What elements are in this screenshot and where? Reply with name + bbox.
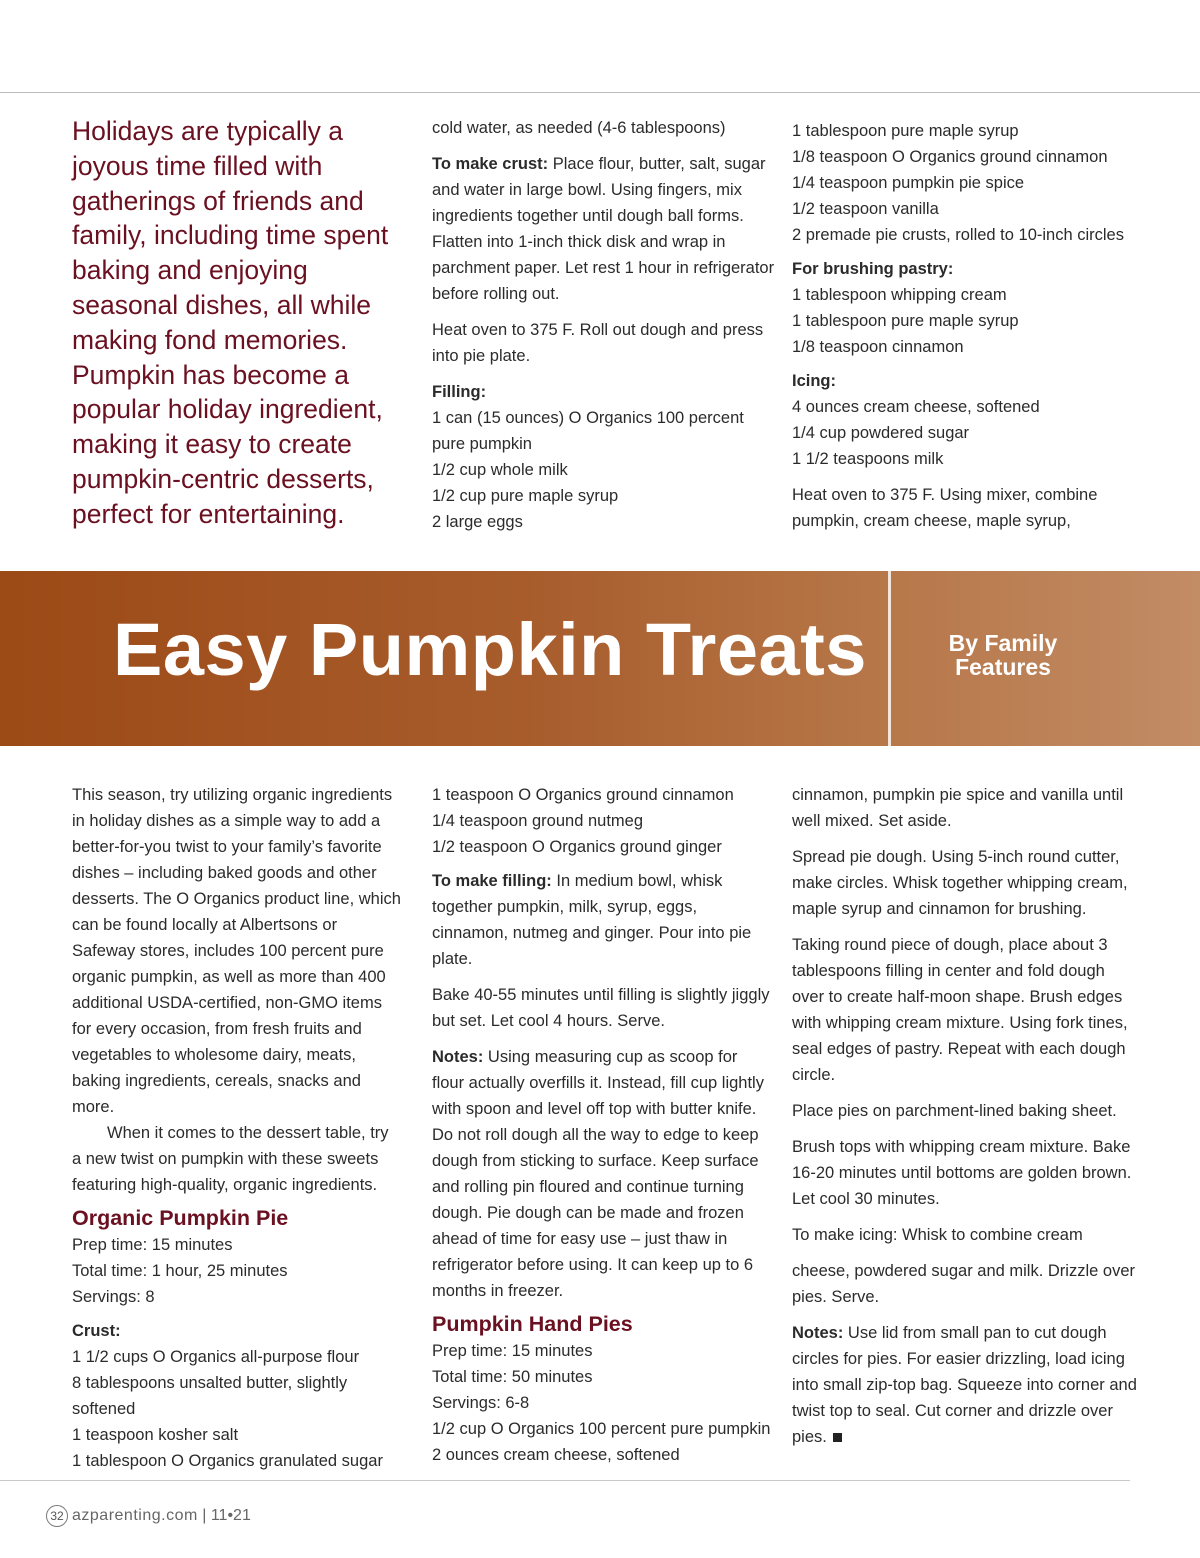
- prep-time: Prep time: 15 minutes: [72, 1236, 233, 1254]
- crust-item: 8 tablespoons unsalted butter, slightly softened: [72, 1374, 348, 1418]
- brushing-section: [792, 256, 1152, 360]
- filling-heading: Filling:: [432, 383, 487, 401]
- heat-oven-text: Heat oven to 375 F. Roll out dough and press into pie plate.: [432, 321, 764, 365]
- ingredient-item: 2 ounces cream cheese, softened: [432, 1446, 680, 1464]
- brushing-item: 1 tablespoon pure maple syrup: [792, 312, 1019, 330]
- bottom-rule: [0, 1480, 1130, 1481]
- brushing-item: 1/8 teaspoon cinnamon: [792, 338, 964, 356]
- instruction-paragraph: Spread pie dough. Using 5-inch round cutter, make circles. Whisk together whipping cream, maple syrup and cinnamon for brushing.: [792, 848, 1128, 918]
- ingredient-list: [792, 118, 1152, 248]
- recipe-title: Pumpkin Hand Pies: [432, 1312, 633, 1336]
- servings: Servings: 8: [72, 1288, 155, 1306]
- page-footer: [46, 1505, 251, 1527]
- bottom-column-1: [72, 782, 402, 1474]
- bottom-column-3: [792, 782, 1137, 1460]
- filling-item: 1/2 cup pure maple syrup: [432, 487, 619, 505]
- issue-date: 11•21: [210, 1507, 251, 1524]
- top-column-2: [432, 115, 777, 535]
- instruction-paragraph: To make icing: Whisk to combine cream: [792, 1226, 1083, 1244]
- cold-water-line: cold water, as needed (4-6 tablespoons): [432, 119, 726, 137]
- instruction-paragraph: Brush tops with whipping cream mixture. Bake 16-20 minutes until bottoms are golden brown. Let cool 30 minutes.: [792, 1138, 1132, 1208]
- crust-instructions: To make crust: Place flour, butter, salt, sugar and water in large bowl. Using fingers, mix ingredients together until dough ball forms. Flatten into 1-inch thick disk and wrap in parchment paper. Let rest 1 hour in refrigerator before rolling out.: [432, 155, 775, 303]
- brushing-item: 1 tablespoon whipping cream: [792, 286, 1007, 304]
- servings: Servings: 6-8: [432, 1394, 530, 1412]
- icing-item: 1 1/2 teaspoons milk: [792, 450, 944, 468]
- brushing-heading: For brushing pastry:: [792, 260, 954, 278]
- ingredient-item: 1 tablespoon pure maple syrup: [792, 122, 1019, 140]
- filling-item: 1 can (15 ounces) O Organics 100 percent pure pumpkin: [432, 409, 744, 453]
- page-number: 32: [46, 1505, 68, 1527]
- instruction-paragraph: cinnamon, pumpkin pie spice and vanilla until well mixed. Set aside.: [792, 786, 1124, 830]
- icing-item: 1/4 cup powdered sugar: [792, 424, 970, 442]
- filling-section: [432, 379, 777, 535]
- icing-heading: Icing:: [792, 372, 836, 390]
- ingredient-item: 1/2 teaspoon vanilla: [792, 200, 939, 218]
- crust-item: 1 teaspoon kosher salt: [72, 1426, 239, 1444]
- spice-list: [432, 782, 772, 860]
- icing-section: [792, 368, 1152, 472]
- top-column-3: [792, 118, 1152, 544]
- filling-item: 1/2 cup whole milk: [432, 461, 568, 479]
- recipe-meta: [72, 1232, 402, 1310]
- bottom-column-2: [432, 782, 772, 1468]
- intro-paragraph: This season, try utilizing organic ingredients in holiday dishes as a simple way to add a better-for-you twist to your family’s favorite dishes – including baked goods and other desserts. The O Organics product line, which can be found locally at Albertsons or Safeway stores, includes 100 percent pure organic pumpkin, as well as more than 400 additional USDA-certified, non-GMO items for every occasion, from fresh fruits and vegetables to wholesome dairy, meats, baking ingredients, cereals, snacks and more.: [72, 786, 401, 1116]
- footer-separator: |: [197, 1507, 211, 1524]
- recipe-meta: [432, 1338, 772, 1468]
- article-title: Easy Pumpkin Treats: [113, 608, 867, 691]
- crust-item: 1 1/2 cups O Organics all-purpose flour: [72, 1348, 360, 1366]
- spice-item: 1/2 teaspoon O Organics ground ginger: [432, 838, 722, 856]
- intro-text: Holidays are typically a joyous time filled with gatherings of friends and family, including time spent baking and enjoying seasonal dishes, all while making fond memories. Pumpkin has become a popular holiday ingredient, making it easy to create pumpkin-centric desserts, perfect for entertaining.: [72, 116, 389, 529]
- icing-item: 4 ounces cream cheese, softened: [792, 398, 1040, 416]
- total-time: Total time: 50 minutes: [432, 1368, 593, 1386]
- dessert-paragraph: When it comes to the dessert table, try a new twist on pumpkin with these sweets featuring high-quality, organic ingredients.: [72, 1124, 389, 1194]
- notes: Notes: Use lid from small pan to cut dough circles for pies. For easier drizzling, load icing into small zip-top bag. Squeeze into corner and twist top to seal. Cut corner and drizzle over pies.: [792, 1324, 1137, 1446]
- filling-instructions: To make filling: In medium bowl, whisk together pumpkin, milk, syrup, eggs, cinnamon, nutmeg and ginger. Pour into pie plate.: [432, 872, 752, 968]
- ingredient-item: 1/4 teaspoon pumpkin pie spice: [792, 174, 1025, 192]
- ingredient-item: 1/2 cup O Organics 100 percent pure pumpkin: [432, 1420, 771, 1438]
- banner-divider: [888, 571, 891, 746]
- spice-item: 1/4 teaspoon ground nutmeg: [432, 812, 643, 830]
- spice-item: 1 teaspoon O Organics ground cinnamon: [432, 786, 734, 804]
- instruction-paragraph: Place pies on parchment-lined baking sheet.: [792, 1102, 1117, 1120]
- total-time: Total time: 1 hour, 25 minutes: [72, 1262, 288, 1280]
- ingredient-item: 1/8 teaspoon O Organics ground cinnamon: [792, 148, 1108, 166]
- prep-time: Prep time: 15 minutes: [432, 1342, 593, 1360]
- instruction-paragraph: cheese, powdered sugar and milk. Drizzle over pies. Serve.: [792, 1262, 1135, 1306]
- crust-section: [72, 1318, 402, 1474]
- site-name: azparenting.com: [72, 1507, 198, 1524]
- title-banner: [0, 571, 1200, 746]
- instruction-paragraph: Taking round piece of dough, place about 3 tablespoons filling in center and fold dough over to create half-moon shape. Brush edges with whipping cream mixture. Using fork tines, seal edges of pastry. Repeat with each dough circle.: [792, 936, 1128, 1084]
- bake-instructions: Bake 40-55 minutes until filling is slightly jiggly but set. Let cool 4 hours. Serve.: [432, 986, 770, 1030]
- filling-item: 2 large eggs: [432, 513, 523, 531]
- notes: Notes: Using measuring cup as scoop for flour actually overfills it. Instead, fill cup lightly with spoon and level off top with butter knife. Do not roll dough all the way to edge to keep dough from sticking to surface. Keep surface and rolling pin floured and continue turning dough. Pie dough can be made and frozen ahead of time for easy use – just thaw in refrigerator before using. It can keep up to 6 months in freezer.: [432, 1048, 764, 1300]
- recipe-title: Organic Pumpkin Pie: [72, 1206, 289, 1230]
- heat-oven-text: Heat oven to 375 F. Using mixer, combine pumpkin, cream cheese, maple syrup,: [792, 486, 1098, 530]
- end-mark-icon: [833, 1433, 842, 1442]
- crust-heading: Crust:: [72, 1322, 121, 1340]
- crust-item: 1 tablespoon O Organics granulated sugar: [72, 1452, 383, 1470]
- top-rule: [0, 92, 1200, 93]
- ingredient-item: 2 premade pie crusts, rolled to 10-inch circles: [792, 226, 1124, 244]
- byline: By Family Features: [948, 630, 1058, 680]
